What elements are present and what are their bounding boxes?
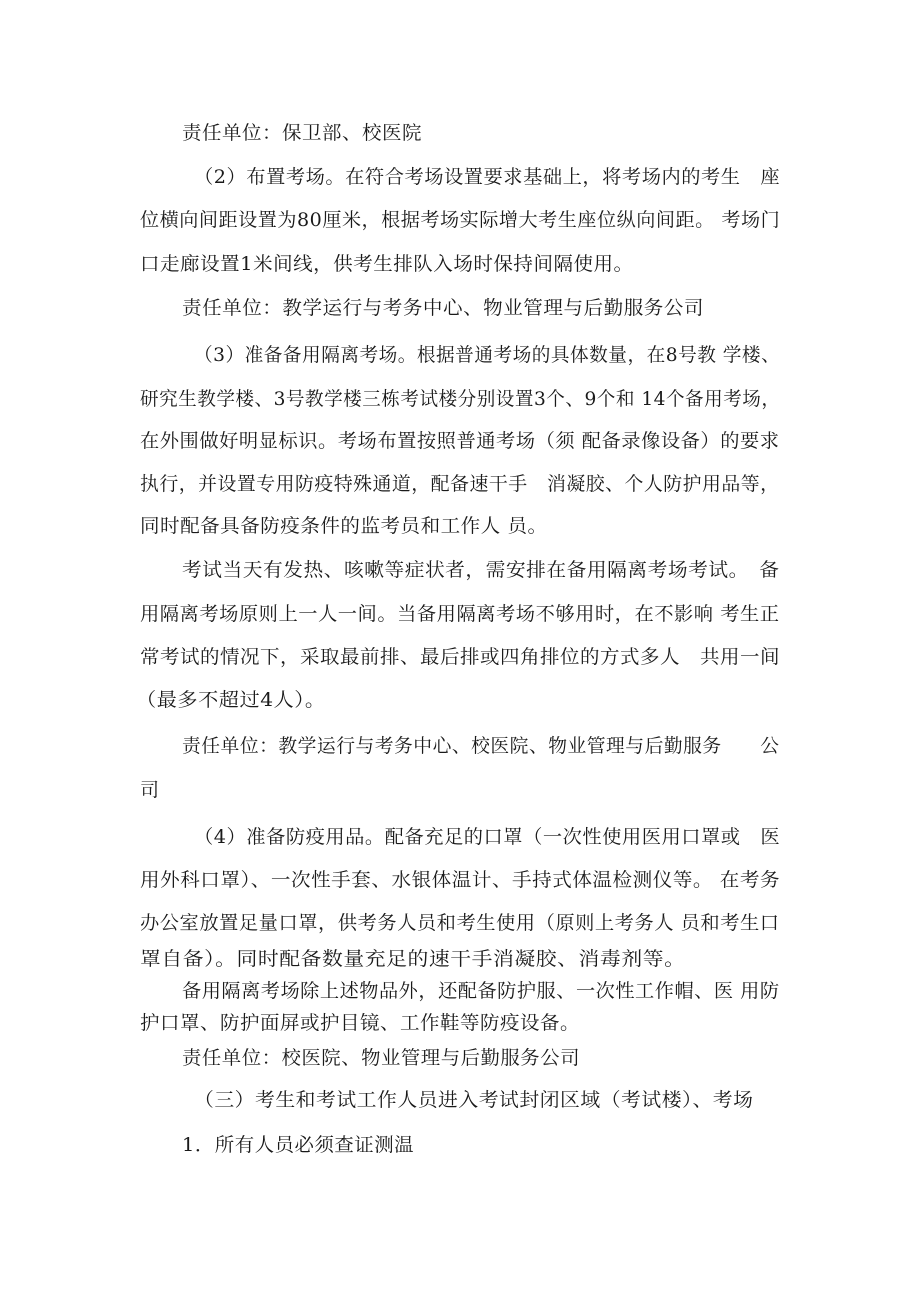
paragraph-line: （3）准备备用隔离考场。根据普通考场的具体数量，在8号教 学楼、: [194, 344, 781, 366]
paragraph-line: 用外科口罩）、一次性手套、水银体温计、手持式体温检测仪等。 在考务: [140, 869, 781, 891]
paragraph-line: 罩自备）。同时配备数量充足的速干手消凝胶、消毒剂等。: [140, 948, 686, 970]
paragraph-line: 司: [140, 779, 160, 801]
paragraph-line: 考试当天有发热、咳嗽等症状者，需安排在备用隔离考场考试。 备: [182, 559, 780, 581]
paragraph-line: 办公室放置足量口罩，供考务人员和考生使用（原则上考务人 员和考生口: [140, 912, 780, 934]
responsible-unit-line: 责任单位：校医院、物业管理与后勤服务公司: [182, 1047, 581, 1069]
responsible-unit-line: 责任单位：教学运行与考务中心、校医院、物业管理与后勤服务 公: [182, 735, 780, 757]
subsection-heading: 1．所有人员必须查证测温: [182, 1134, 415, 1156]
paragraph-line: 用隔离考场原则上一人一间。当备用隔离考场不够用时，在不影响 考生正: [140, 603, 780, 625]
paragraph-line: 常考试的情况下，采取最前排、最后排或四角排位的方式多人 共用一间: [140, 646, 781, 668]
paragraph-line: （最多不超过4人）。: [136, 689, 326, 711]
paragraph-line: 备用隔离考场除上述物品外，还配备防护服、一次性工作帽、医 用防: [182, 980, 780, 1002]
paragraph-line: 位横向间距设置为80厘米，根据考场实际增大考生座位纵向间距。 考场门: [140, 209, 781, 231]
paragraph-line: （2）布置考场。在符合考场设置要求基础上，将考场内的考生 座: [194, 166, 781, 188]
paragraph-line: 口走廊设置1米间线，供考生排队入场时保持间隔使用。: [140, 253, 634, 275]
section-heading: （三）考生和考试工作人员进入考试封闭区域（考试楼）、考场: [194, 1089, 754, 1111]
responsible-unit-line: 责任单位：保卫部、校医院: [182, 122, 423, 144]
paragraph-line: 同时配备具备防疫条件的监考员和工作人 员。: [140, 515, 548, 537]
paragraph-line: 执行，并设置专用防疫特殊通道，配备速干手 消凝胶、个人防护用品等，: [140, 473, 780, 495]
paragraph-line: 研究生教学楼、3号教学楼三栋考试楼分别设置3个、9个和 14个备用考场，: [140, 388, 781, 410]
responsible-unit-line: 责任单位：教学运行与考务中心、物业管理与后勤服务公司: [182, 297, 705, 319]
paragraph-line: （4）准备防疫用品。配备充足的口罩（一次性使用医用口罩或 医: [194, 826, 781, 848]
paragraph-line: 护口罩、防护面屏或护目镜、工作鞋等防疫设备。: [140, 1012, 581, 1034]
paragraph-line: 在外围做好明显标识。考场布置按照普通考场（须 配备录像设备）的要求: [140, 430, 780, 452]
